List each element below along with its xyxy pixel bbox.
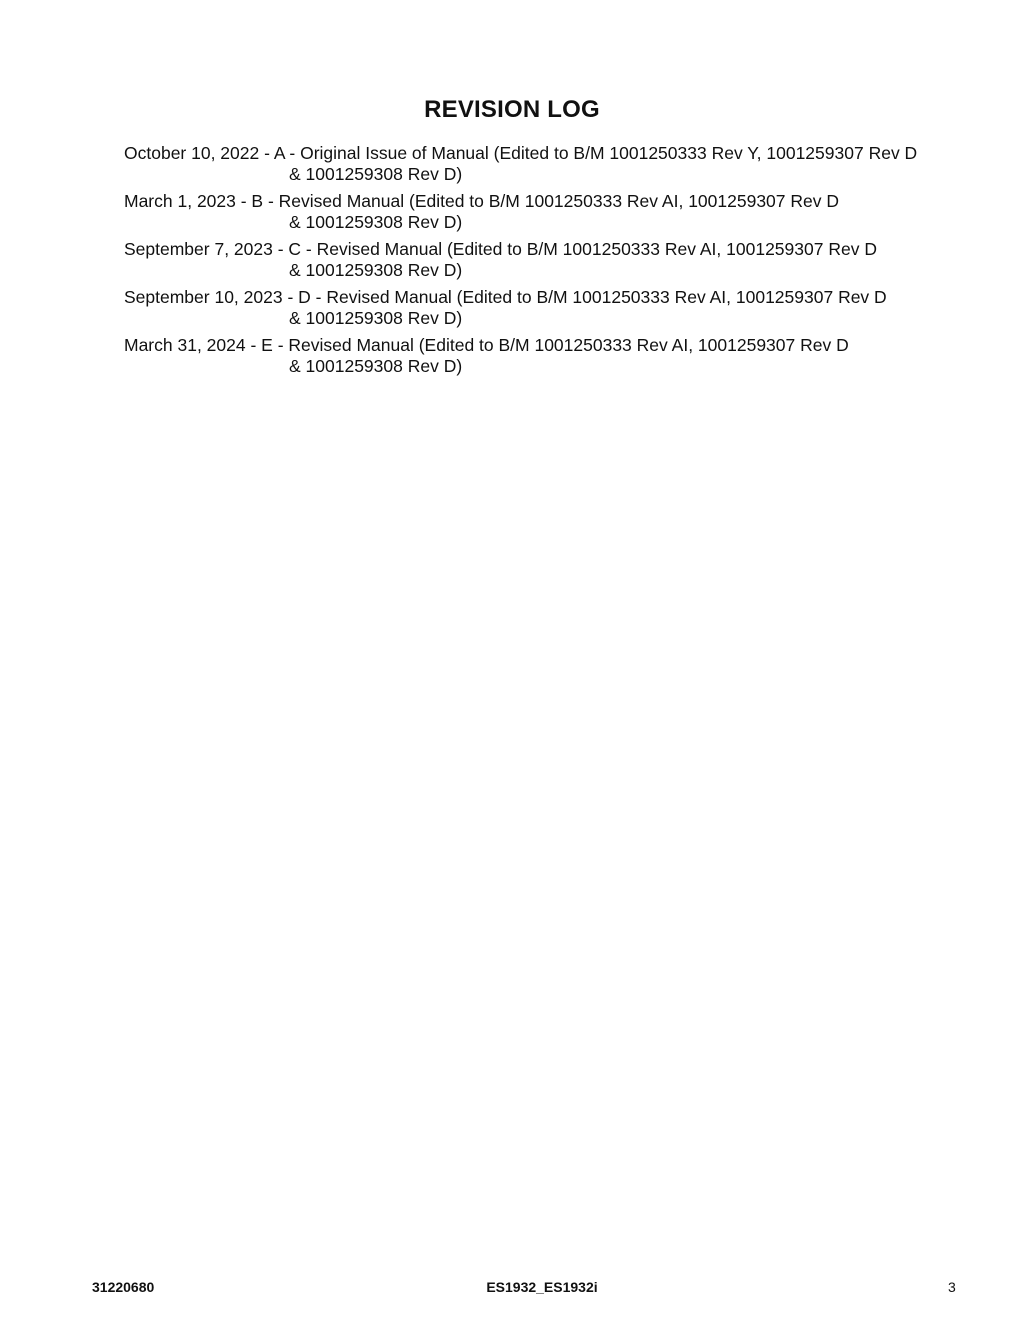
revision-log-list (124, 143, 964, 383)
revision-entry-continuation: & 1001259308 Rev D) (289, 356, 463, 376)
footer-page-number: 3 (948, 1279, 956, 1295)
revision-entry-d (124, 287, 964, 329)
revision-entry-continuation: & 1001259308 Rev D) (289, 164, 463, 184)
footer-document-number: 31220680 (92, 1279, 155, 1295)
revision-entry-text: September 7, 2023 - C - Revised Manual (Edited to B/M 1001250333 Rev AI, 1001259307 Rev D (124, 239, 877, 259)
revision-entry-text: October 10, 2022 - A - Original Issue of Manual (Edited to B/M 1001250333 Rev Y, 1001259307 Rev D (124, 143, 918, 163)
revision-entry-continuation: & 1001259308 Rev D) (289, 212, 463, 232)
revision-entry-text: March 1, 2023 - B - Revised Manual (Edited to B/M 1001250333 Rev AI, 1001259307 Rev D (124, 191, 840, 211)
revision-entry-continuation: & 1001259308 Rev D) (289, 260, 463, 280)
page-title: REVISION LOG (424, 96, 600, 123)
revision-entry-b (124, 191, 964, 233)
revision-entry-text: March 31, 2024 - E - Revised Manual (Edited to B/M 1001250333 Rev AI, 1001259307 Rev D (124, 335, 849, 355)
revision-entry-continuation: & 1001259308 Rev D) (289, 308, 463, 328)
revision-entry-a (124, 143, 964, 185)
revision-entry-c (124, 239, 964, 281)
revision-entry-text: September 10, 2023 - D - Revised Manual (Edited to B/M 1001250333 Rev AI, 1001259307 Rev D (124, 287, 887, 307)
footer-model-name: ES1932_ES1932i (486, 1279, 598, 1295)
revision-entry-e (124, 335, 964, 377)
